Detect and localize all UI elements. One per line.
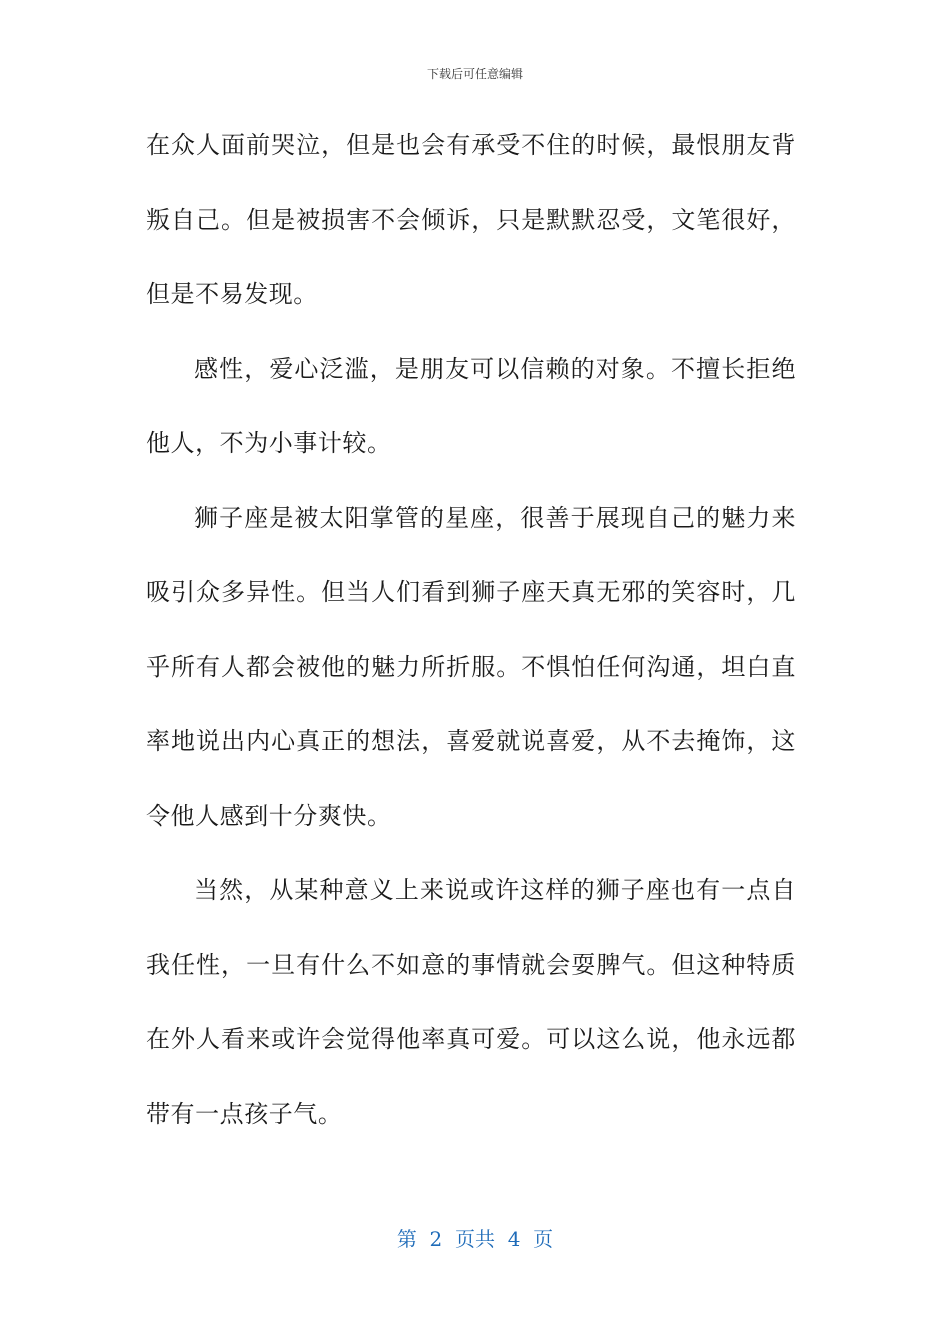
paragraph: 狮子座是被太阳掌管的星座，很善于展现自己的魅力来吸引众多异性。但当人们看到狮子座天真无邪的笑容时，几乎所有人都会被他的魅力所折服。不惧怕任何沟通，坦白直率地说出内心真正的想法，喜爱就说喜爱，从不去掩饰，这令他人感到十分爽快。 bbox=[146, 503, 796, 830]
page-number-footer: 第 2 页共 4 页 bbox=[396, 1227, 554, 1251]
document-body bbox=[146, 108, 796, 1151]
paragraph: 当然，从某种意义上来说或许这样的狮子座也有一点自我任性，一旦有什么不如意的事情就会耍脾气。但这种特质在外人看来或许会觉得他率真可爱。可以这么说，他永远都带有一点孩子气。 bbox=[146, 876, 796, 1128]
paragraph-continued: 在众人面前哭泣，但是也会有承受不住的时候，最恨朋友背叛自己。但是被损害不会倾诉，只是默默忍受，文笔很好，但是不易发现。 bbox=[146, 131, 796, 308]
page-header: 下载后可任意编辑 bbox=[426, 67, 523, 81]
paragraph: 感性，爱心泛滥，是朋友可以信赖的对象。不擅长拒绝他人，不为小事计较。 bbox=[146, 354, 796, 457]
